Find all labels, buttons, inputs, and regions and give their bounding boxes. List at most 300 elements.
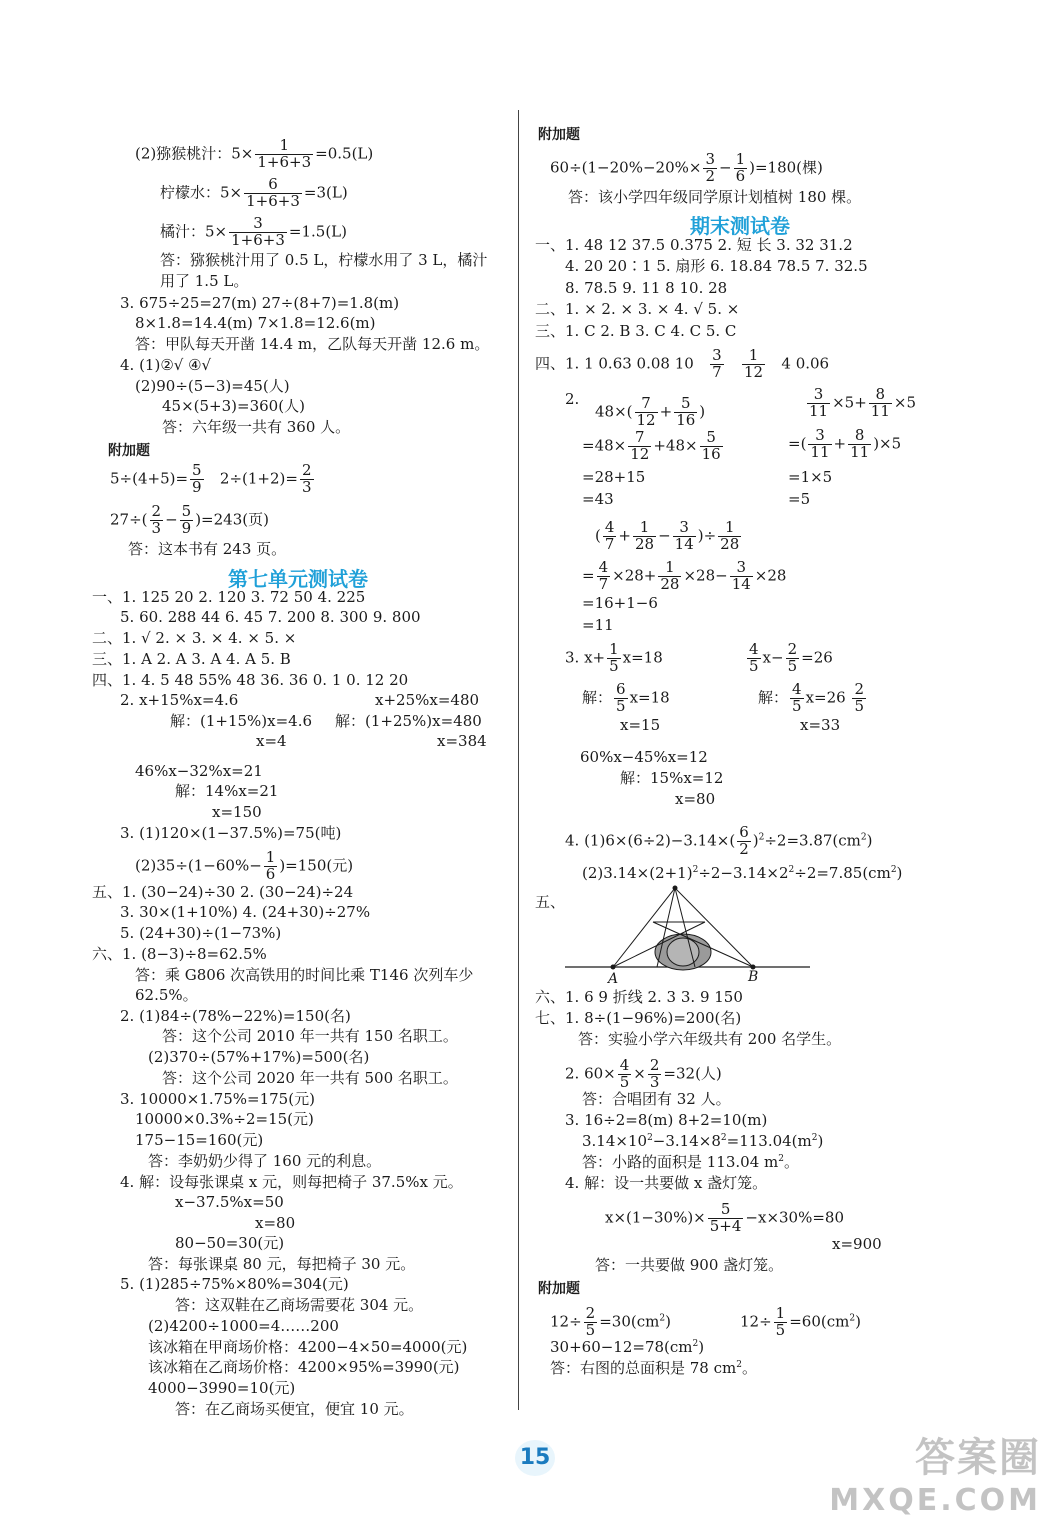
calc-line — [805, 387, 916, 420]
denominator: 14 — [731, 574, 751, 593]
fraction — [255, 138, 313, 171]
numerator: 6 — [244, 177, 302, 194]
answer-line: (2)370÷(57%+17%)=500(名) — [148, 1048, 370, 1066]
numerator: 1 — [718, 520, 741, 537]
text: 橘汁：5× — [160, 222, 228, 241]
superscript: 2 — [736, 1360, 742, 1370]
answer-line — [582, 1155, 799, 1170]
text: ) — [817, 1132, 824, 1150]
text: x− — [762, 648, 784, 667]
text: 4 0.06 — [781, 354, 830, 373]
denominator: 12 — [636, 410, 656, 429]
fraction — [700, 430, 723, 463]
calc-line — [565, 825, 872, 858]
numerator: 5 — [192, 461, 202, 479]
answer-line: 3. (1)120×(1−37.5%)=75(吨) — [120, 824, 342, 842]
answer-line: x+25%x=480 — [375, 691, 480, 709]
answer-line: 4. 解：设每张课桌 x 元，则每把椅子 37.5%x 元。 — [120, 1173, 463, 1191]
calc-line — [550, 1340, 704, 1355]
numerator: 3 — [229, 216, 287, 233]
addon-heading: 附加题 — [538, 1281, 580, 1297]
denominator: 7 — [712, 362, 722, 381]
answer-line: 3. 16÷2=8(m) 8+2=10(m) — [565, 1111, 768, 1129]
answer-line: 8×1.8=14.4(m) 7×1.8=12.6(m) — [135, 314, 376, 332]
answer-line: 8. 78.5 9. 11 8 10. 28 — [565, 279, 728, 297]
fraction — [747, 642, 761, 675]
fraction — [633, 520, 656, 553]
calc-line — [740, 1306, 861, 1339]
denominator: 28 — [634, 534, 655, 553]
watermark-text: 答案圈 — [915, 1435, 1041, 1481]
fraction — [869, 387, 892, 420]
answer-line: 一、1. 48 12 37.5 0.375 2. 短 长 3. 32 31.2 — [535, 236, 853, 254]
text: 柠檬水：5× — [160, 183, 243, 202]
answer-line: 175−15=160(元) — [135, 1131, 264, 1149]
numerator: 3 — [730, 560, 753, 577]
denominator: 5 — [609, 656, 619, 675]
answer-line: x=150 — [212, 803, 262, 821]
text: 12÷ — [550, 1312, 582, 1331]
numerator: 1 — [735, 150, 746, 168]
fraction — [848, 428, 871, 461]
point-label-b: B — [748, 969, 759, 985]
answer-line: 答：一共要做 900 盏灯笼。 — [595, 1256, 784, 1274]
answer-line: 2. — [565, 390, 580, 408]
text: =113.04(m — [726, 1132, 812, 1150]
superscript: 2 — [811, 1133, 818, 1143]
fraction — [614, 682, 628, 715]
answer-line: x=384 — [437, 732, 487, 750]
denominator: 3 — [151, 518, 162, 537]
fraction — [710, 348, 724, 381]
calc-line — [582, 1134, 823, 1149]
text: 48×( — [595, 402, 633, 421]
answer-line: 答：甲队每天开凿 14.4 m，乙队每天开凿 12.6 m。 — [135, 335, 490, 353]
answer-line: 答：实验小学六年级共有 200 名学生。 — [578, 1030, 842, 1048]
answer-line: 2. x+15%x=4.6 — [120, 691, 239, 709]
text: (2)3.14×(2+1) — [582, 864, 693, 882]
denominator: 7 — [598, 574, 609, 593]
answer-line: 3. 30×(1+10%) 4. (24+30)÷27% — [120, 903, 371, 921]
text: 解： — [582, 688, 613, 707]
denominator: 14 — [674, 534, 694, 553]
answer-line — [535, 348, 829, 381]
numerator: 1 — [265, 848, 276, 866]
watermark-url: MXQE.COM — [829, 1483, 1041, 1518]
answer-line: 4. (1)②√ ④√ — [120, 356, 212, 374]
text: )×5 — [873, 434, 902, 453]
answer-line: 解：(1+25%)x=480 — [335, 712, 482, 730]
answer-line: 一、1. 125 20 2. 120 3. 72 50 4. 225 — [92, 588, 366, 606]
text: 2. 60× — [565, 1064, 616, 1083]
text: (2)猕猴桃汁：5× — [135, 144, 254, 163]
answer-line: 4000−3990=10(元) — [148, 1379, 296, 1397]
superscript: 2 — [720, 1133, 727, 1143]
text: ×28 — [754, 566, 787, 585]
answer-line: 答：猕猴桃汁用了 0.5 L，柠檬水用了 3 L，橘汁 — [160, 251, 488, 269]
fraction — [180, 504, 194, 537]
calc-line — [758, 682, 868, 715]
denominator: 28 — [720, 534, 740, 553]
denominator: 3 — [301, 477, 312, 496]
denominator: 11 — [809, 401, 829, 420]
numerator: 1 — [633, 520, 656, 537]
denominator: 12 — [630, 444, 650, 463]
answer-line — [550, 1361, 757, 1376]
numerator: 2 — [649, 1056, 660, 1074]
addon-heading: 附加题 — [538, 127, 580, 143]
fraction — [737, 825, 751, 858]
calc-line: =28+15 — [582, 468, 646, 486]
superscript: 2 — [692, 865, 699, 875]
answer-line: 4. 20 20∶1 5. 扇形 6. 18.84 78.5 7. 32.5 — [565, 257, 868, 275]
answer-line — [110, 463, 316, 496]
text: 30+60−12=78(cm — [550, 1338, 693, 1356]
text: 解： — [758, 688, 789, 707]
superscript: 2 — [778, 1154, 784, 1164]
text: =3(L) — [303, 183, 348, 202]
fraction — [673, 520, 696, 553]
text: ) — [698, 1338, 705, 1356]
answer-line: 3. 10000×1.75%=175(元) — [120, 1090, 315, 1108]
answer-line: 二、1. × 2. × 3. × 4. √ 5. × — [535, 300, 740, 318]
denominator: 1+6+3 — [246, 191, 300, 210]
denominator: 9 — [192, 477, 202, 496]
denominator: 5+4 — [709, 1216, 742, 1235]
calc-line: =1×5 — [788, 468, 833, 486]
answer-line: 答：这个公司 2020 年一共有 500 名职工。 — [162, 1069, 458, 1087]
text: ÷2−3.14×2 — [698, 864, 789, 882]
text: ÷2=3.87(cm — [764, 831, 861, 850]
fraction — [597, 560, 611, 593]
text: ) — [855, 1312, 861, 1331]
answer-line: 七、1. 8÷(1−96%)=200(名) — [535, 1009, 742, 1027]
fraction — [618, 1058, 632, 1091]
answer-line: 答：这本书有 243 页。 — [128, 540, 287, 558]
answer-line: 答：李奶奶少得了 160 元的利息。 — [148, 1152, 382, 1170]
answer-line — [160, 216, 347, 249]
watermark-logo — [829, 1426, 1041, 1518]
page-number: 15 — [515, 1440, 555, 1476]
numerator: 4 — [749, 640, 759, 658]
addon-heading: 附加题 — [108, 443, 150, 459]
text: =1.5(L) — [288, 222, 347, 241]
answer-line: 62.5%。 — [135, 986, 198, 1004]
text: =30(cm — [599, 1312, 660, 1331]
answer-line — [110, 504, 269, 537]
point-label-a: A — [608, 971, 619, 987]
fraction — [603, 520, 617, 553]
text: x×(1−30%)× — [605, 1208, 706, 1227]
numerator: 1 — [775, 1304, 786, 1322]
superscript: 2 — [659, 1313, 666, 1324]
answer-line — [160, 177, 348, 210]
numerator: 7 — [628, 430, 651, 447]
answer-line — [550, 152, 823, 185]
calc-line — [788, 428, 901, 461]
text: )=243(页) — [195, 510, 269, 529]
text: )=180(棵) — [749, 158, 823, 177]
calc-line — [595, 520, 743, 553]
numerator: 3 — [808, 428, 831, 445]
text: ×5+ — [832, 393, 867, 412]
text: 5÷(4+5)= — [110, 469, 189, 488]
text: ×28+ — [612, 566, 657, 585]
superscript: 2 — [758, 832, 765, 843]
numerator: 4 — [792, 680, 802, 698]
calc-line — [745, 642, 833, 675]
denominator: 7 — [604, 534, 615, 553]
fraction — [730, 560, 753, 593]
fraction — [790, 682, 804, 715]
denominator: 6 — [735, 166, 746, 185]
denominator: 5 — [792, 696, 802, 715]
denominator: 1+6+3 — [257, 152, 312, 171]
answer-line: 五、 — [535, 893, 566, 911]
denominator: 9 — [181, 518, 192, 537]
numerator: 1 — [742, 348, 765, 365]
answer-line: 答：六年级一共有 360 人。 — [162, 418, 351, 436]
fraction — [244, 177, 302, 210]
denominator: 6 — [265, 864, 276, 883]
text: ÷2=7.85(cm — [794, 864, 891, 882]
answer-line — [135, 850, 353, 883]
text: ) — [752, 831, 759, 850]
fraction — [190, 463, 204, 496]
denominator: 11 — [870, 401, 890, 420]
answer-line — [135, 138, 373, 171]
text: −x×30%=80 — [745, 1208, 845, 1227]
answer-line: 5. (1)285÷75%×80%=304(元) — [120, 1275, 349, 1293]
section-title: 期末测试卷 — [690, 214, 790, 238]
answer-line: (2)4200÷1000=4……200 — [148, 1317, 339, 1335]
answer-line: 10000×0.3%÷2=15(元) — [135, 1110, 314, 1128]
section-title: 第七单元测试卷 — [228, 567, 368, 591]
superscript: 2 — [647, 1133, 653, 1143]
answer-line: x=80 — [255, 1214, 296, 1232]
calc-line — [582, 430, 725, 463]
calc-line: =16+1−6 — [582, 594, 658, 612]
text: 27÷( — [110, 510, 148, 529]
denominator: 11 — [850, 442, 870, 461]
numerator: 2 — [854, 680, 865, 698]
calc-line: x=900 — [832, 1235, 882, 1253]
fraction — [607, 642, 621, 675]
answer-line: x=4 — [256, 732, 287, 750]
calc-line — [582, 866, 902, 881]
text: 3. x+ — [565, 648, 606, 667]
fraction — [648, 1058, 662, 1091]
calc-line — [582, 682, 670, 715]
numerator: 4 — [619, 1056, 630, 1074]
superscript: 2 — [849, 1313, 856, 1324]
numerator: 2 — [301, 461, 312, 479]
numerator: 6 — [616, 680, 626, 698]
answer-line: 答：这双鞋在乙商场需要花 304 元。 — [175, 1296, 424, 1314]
text: − — [165, 510, 178, 529]
text: = — [582, 566, 595, 585]
answer-line: (2)90÷(5−3)=45(人) — [135, 377, 290, 395]
calc-line — [595, 396, 705, 429]
text: =0.5(L) — [315, 144, 374, 163]
answer-line: 用了 1.5 L。 — [160, 272, 249, 290]
calc-line — [605, 1202, 844, 1235]
text: 3.14×10 — [582, 1132, 648, 1150]
text: (2)35÷(1−60%− — [135, 856, 262, 875]
fraction — [718, 520, 741, 553]
fraction — [708, 1202, 744, 1235]
fraction — [635, 396, 658, 429]
text: )=150(元) — [279, 856, 354, 875]
answer-line: 答：合唱团有 32 人。 — [582, 1090, 731, 1108]
numerator: 5 — [674, 396, 697, 413]
answer-line: 三、1. C 2. B 3. C 4. C 5. C — [535, 322, 737, 340]
superscript: 2 — [692, 1339, 699, 1349]
answer-line: 答：每张课桌 80 元，每把椅子 30 元。 — [148, 1255, 416, 1273]
text: 答：右图的总面积是 78 cm — [550, 1359, 737, 1377]
text: 。 — [783, 1153, 799, 1171]
denominator: 5 — [775, 1320, 786, 1339]
numerator: 1 — [658, 560, 681, 577]
text: 2÷(1+2)= — [219, 469, 298, 488]
denominator: 2 — [739, 839, 749, 858]
calc-line: x=80 — [675, 790, 716, 808]
numerator: 3 — [807, 387, 830, 404]
answer-line: 五、1. (30−24)÷30 2. (30−24)÷24 — [92, 883, 354, 901]
denominator: 28 — [660, 574, 680, 593]
text: ) — [699, 402, 706, 421]
answer-line: 答：在乙商场买便宜，便宜 10 元。 — [175, 1400, 414, 1418]
calc-line: x=15 — [620, 716, 661, 734]
calc-line — [550, 1306, 671, 1339]
text: −3.14×8 — [652, 1132, 721, 1150]
superscript: 2 — [860, 832, 867, 843]
answer-line: 45×(5+3)=360(人) — [162, 397, 305, 415]
numerator: 6 — [739, 823, 749, 841]
text: 。 — [741, 1359, 757, 1377]
text: =26 — [801, 648, 833, 667]
calc-line — [582, 560, 786, 593]
fraction — [703, 152, 717, 185]
denominator: 5 — [787, 656, 798, 675]
denominator: 5 — [749, 656, 759, 675]
numerator: 1 — [255, 138, 313, 155]
text: x=18 — [622, 648, 663, 667]
apex-point — [673, 886, 678, 891]
fraction — [807, 387, 830, 420]
fraction — [300, 463, 314, 496]
text: + — [659, 402, 673, 421]
text: x=26 — [805, 688, 846, 707]
text: 四、1. 1 0.63 0.08 10 — [535, 354, 694, 373]
text: )÷ — [697, 526, 717, 545]
calc-line — [565, 642, 663, 675]
answer-line: 三、1. A 2. A 3. A 4. A 5. B — [92, 650, 291, 668]
fraction — [786, 642, 800, 675]
text: 4. (1)6×(6÷2)−3.14×( — [565, 831, 736, 850]
fraction — [774, 1306, 788, 1339]
text: =32(人) — [663, 1064, 722, 1083]
answer-line: 答：该小学四年级同学原计划植树 180 棵。 — [568, 188, 862, 206]
denominator: 5 — [619, 1072, 630, 1091]
answer-line: 2. (1)84÷(78%−22%)=150(名) — [120, 1007, 351, 1025]
text: +48× — [653, 436, 698, 455]
geometry-figure — [565, 880, 815, 990]
answer-line: 该冰箱在乙商场价格：4200×95%=3990(元) — [148, 1358, 460, 1376]
text: − — [658, 526, 671, 545]
numerator: 5 — [708, 1202, 744, 1219]
point-a — [611, 965, 616, 970]
answer-line: 四、1. 4. 5 48 55% 48 36. 36 0. 1 0. 12 20 — [92, 671, 409, 689]
answer-line: 该冰箱在甲商场价格：4200−4×50=4000(元) — [148, 1338, 468, 1356]
numerator: 8 — [869, 387, 892, 404]
text: 60÷(1−20%−20%× — [550, 158, 702, 177]
text: − — [718, 158, 732, 177]
fraction — [658, 560, 681, 593]
answer-line: 80−50=30(元) — [175, 1234, 285, 1252]
numerator: 3 — [705, 150, 715, 168]
answer-line: 3. 675÷25=27(m) 27÷(8+7)=1.8(m) — [120, 294, 400, 312]
text: =( — [788, 434, 807, 453]
text: ) — [866, 831, 873, 850]
superscript: 2 — [788, 865, 795, 875]
text: ×28− — [683, 566, 728, 585]
calc-line: 解：15%x=12 — [620, 769, 724, 787]
answer-line: 答：乘 G806 次高铁用的时间比乘 T146 次列车少 — [135, 966, 474, 984]
numerator: 3 — [673, 520, 696, 537]
answer-line: x−37.5%x=50 — [175, 1193, 284, 1211]
text: ) — [665, 1312, 671, 1331]
calc-line: =11 — [582, 616, 614, 634]
column-divider — [518, 110, 519, 1410]
numerator: 2 — [585, 1304, 596, 1322]
answer-line: 5. 60. 288 44 6. 45 7. 200 8. 300 9. 800 — [120, 608, 421, 626]
numerator: 8 — [848, 428, 871, 445]
calc-line — [565, 1058, 722, 1091]
answer-line: 46%x−32%x=21 — [135, 762, 263, 780]
text: + — [618, 526, 631, 545]
text: ×5 — [893, 393, 916, 412]
denominator: 5 — [854, 696, 865, 715]
fraction — [264, 850, 278, 883]
denominator: 16 — [676, 410, 696, 429]
fraction — [734, 152, 748, 185]
inner-curve — [667, 938, 699, 966]
fraction — [852, 682, 866, 715]
answer-line: 4. 解：设一共要做 x 盏灯笼。 — [565, 1174, 768, 1192]
fraction — [584, 1306, 598, 1339]
denominator: 12 — [743, 362, 764, 381]
calc-line: 60%x−45%x=12 — [580, 748, 708, 766]
numerator: 1 — [609, 640, 619, 658]
calc-line: =5 — [788, 490, 811, 508]
fraction — [229, 216, 287, 249]
denominator: 16 — [701, 444, 721, 463]
text: ( — [595, 526, 601, 545]
numerator: 5 — [700, 430, 723, 447]
numerator: 5 — [181, 502, 192, 520]
calc-line: =43 — [582, 490, 614, 508]
answer-line: 解：(1+15%)x=4.6 — [170, 712, 313, 730]
numerator: 4 — [604, 518, 615, 536]
answer-line: 答：这个公司 2010 年一共有 150 名职工。 — [162, 1027, 458, 1045]
text: x=18 — [629, 688, 670, 707]
numerator: 2 — [151, 502, 162, 520]
denominator: 3 — [649, 1072, 660, 1091]
denominator: 2 — [705, 166, 715, 185]
denominator: 1+6+3 — [231, 230, 285, 249]
numerator: 7 — [635, 396, 658, 413]
